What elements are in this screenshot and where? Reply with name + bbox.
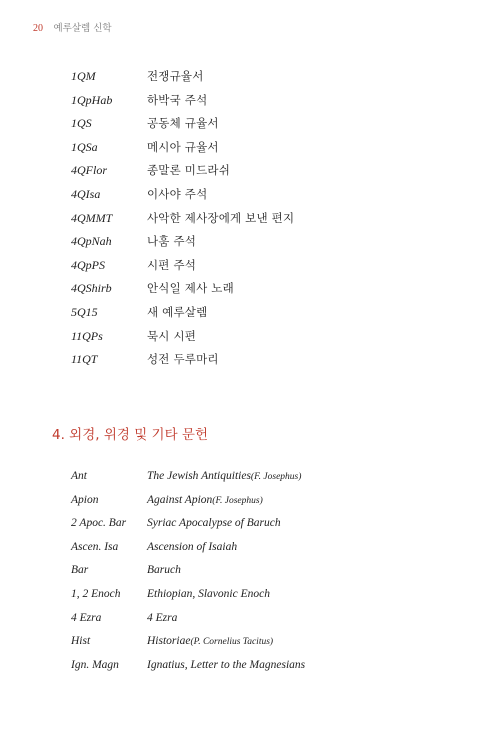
abbreviation: 1, 2 Enoch xyxy=(71,587,121,600)
abbreviation: 4QFlor xyxy=(71,163,107,178)
abbreviation-meaning: 새 예루살렘 xyxy=(147,304,208,319)
work-title-text: The Jewish Antiquities xyxy=(147,470,251,482)
abbreviation: 11QT xyxy=(71,352,98,367)
work-title-text: Ethiopian, Slavonic Enoch xyxy=(147,587,270,600)
abbreviation-meaning: 이사야 주석 xyxy=(147,186,208,201)
abbreviation: Ign. Magn xyxy=(71,658,119,671)
abbreviation: 4QIsa xyxy=(71,186,101,201)
work-title xyxy=(147,607,177,632)
book-title: 예루살렘 신학 xyxy=(53,23,112,34)
abbreviation-meaning: 공동체 규율서 xyxy=(147,116,219,131)
abbreviation: 2 Apoc. Bar xyxy=(71,517,127,530)
abbreviation: Ascen. Isa xyxy=(71,540,119,553)
abbreviation-meaning: 성전 두루마리 xyxy=(147,352,219,367)
abbreviation-meaning: 하박국 주석 xyxy=(147,92,208,107)
work-title xyxy=(147,512,281,537)
abbreviation-meaning: 종말론 미드라쉬 xyxy=(147,163,231,178)
abbreviation: Apion xyxy=(71,493,99,506)
abbreviation: Bar xyxy=(71,564,89,577)
abbreviation: 1QS xyxy=(71,116,92,131)
work-title xyxy=(147,654,305,679)
abbreviation: 11QPs xyxy=(71,328,103,343)
running-head xyxy=(33,20,112,34)
work-title xyxy=(147,630,273,655)
work-title xyxy=(147,583,270,608)
work-title xyxy=(147,559,181,584)
abbreviation: 1QM xyxy=(71,69,96,83)
abbreviation: 4QMMT xyxy=(71,210,113,225)
abbreviation: 4QpNah xyxy=(71,234,112,249)
work-author-note: (F. Josephus) xyxy=(212,495,263,506)
abbreviation-meaning: 나훔 주석 xyxy=(147,234,197,249)
abbreviation: 1QSa xyxy=(71,139,98,154)
abbreviation: Ant xyxy=(71,470,87,482)
abbreviation-meaning: 묵시 시편 xyxy=(147,328,197,343)
abbreviation-meaning: 시편 주석 xyxy=(147,257,197,272)
abbreviation-meaning: 안식일 제사 노래 xyxy=(147,281,234,296)
work-title xyxy=(147,489,263,514)
abbreviation: 4 Ezra xyxy=(71,611,102,624)
abbreviation: 4QpPS xyxy=(71,257,105,272)
abbreviation: Hist xyxy=(71,635,91,648)
work-title-text: 4 Ezra xyxy=(147,611,178,624)
work-title xyxy=(147,465,301,490)
section-heading: 4. 외경, 위경 및 기타 문헌 xyxy=(52,427,208,443)
page-number: 20 xyxy=(33,23,43,34)
work-title-text: Ignatius, Letter to the Magnesians xyxy=(147,658,306,671)
work-title-text: Ascension of Isaiah xyxy=(147,540,238,553)
abbreviation: 4QShirb xyxy=(71,281,112,296)
work-author-note: (F. Josephus) xyxy=(250,472,302,482)
work-title-text: Syriac Apocalypse of Baruch xyxy=(147,517,281,530)
work-author-note: (P. Cornelius Tacitus) xyxy=(190,637,274,648)
abbreviation-meaning: 사악한 제사장에게 보낸 편지 xyxy=(147,210,295,225)
abbreviation-meaning: 메시아 규율서 xyxy=(147,139,219,154)
work-title-text: Historiae xyxy=(147,635,191,648)
work-title-text: Baruch xyxy=(147,564,181,577)
abbreviation: 1QpHab xyxy=(71,92,113,107)
abbreviation: 5Q15 xyxy=(71,304,98,319)
work-title xyxy=(147,536,237,561)
abbreviation-meaning: 전쟁규율서 xyxy=(147,69,204,83)
work-title-text: Against Apion xyxy=(147,493,213,506)
